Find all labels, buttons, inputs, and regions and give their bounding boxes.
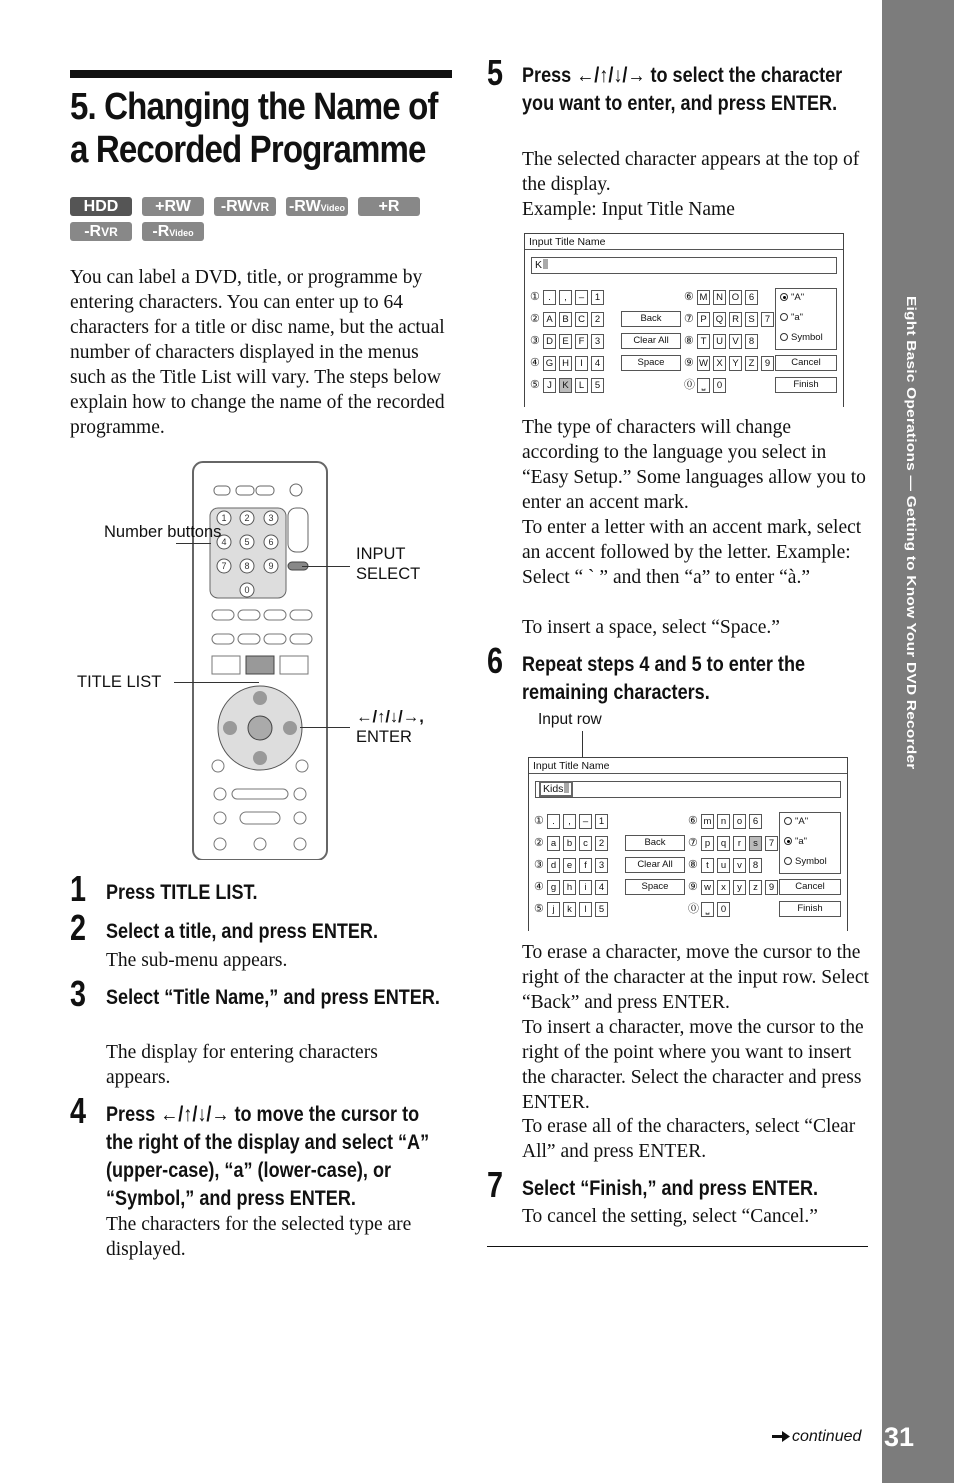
key-S[interactable]: S	[745, 312, 758, 327]
key-L[interactable]: L	[575, 378, 588, 393]
key-A[interactable]: A	[543, 312, 556, 327]
key-m[interactable]: m	[701, 814, 714, 829]
key-i[interactable]: i	[579, 880, 592, 895]
key-l[interactable]: l	[579, 902, 592, 917]
key-v[interactable]: v	[733, 858, 746, 873]
key-4[interactable]: 4	[595, 880, 608, 895]
row-number: ④	[534, 881, 544, 893]
key-K[interactable]: K	[559, 378, 572, 393]
row-number: ⑧	[684, 335, 694, 347]
button-cancel[interactable]: Cancel	[779, 879, 841, 895]
step-6-number: 6	[487, 640, 504, 681]
key-d[interactable]: d	[547, 858, 560, 873]
key-Q[interactable]: Q	[713, 312, 726, 327]
character-type-options	[779, 812, 841, 874]
step-5-body: The selected character appears at the top of the display.	[522, 149, 860, 195]
continued-note	[772, 1428, 861, 1446]
key-j[interactable]: j	[547, 902, 560, 917]
key-9[interactable]: 9	[765, 880, 778, 895]
svg-text:9: 9	[268, 561, 274, 571]
key-Y[interactable]: Y	[729, 356, 742, 371]
key-r[interactable]: r	[733, 836, 746, 851]
row-number: ⑦	[684, 313, 694, 325]
key-z[interactable]: z	[749, 880, 762, 895]
key-1[interactable]: 1	[595, 814, 608, 829]
bottom-rule	[487, 1246, 868, 1247]
arrows-label: ←/↑/↓/→,	[356, 708, 424, 726]
title-list-label: TITLE LIST	[77, 673, 162, 691]
character-type-options	[775, 288, 837, 350]
step-5-note-1: The type of characters will change according to the language you select in “Easy Setup.” Some languages allow you to enter an accent mark.	[522, 417, 866, 513]
key-3[interactable]: 3	[591, 334, 604, 349]
continued-text: continued	[792, 1428, 862, 1445]
radio-icon	[780, 333, 788, 341]
button-cancel[interactable]: Cancel	[775, 355, 837, 371]
key-O[interactable]: O	[729, 290, 742, 305]
key-6[interactable]: 6	[745, 290, 758, 305]
button-clear-all[interactable]: Clear All	[621, 333, 681, 349]
key-N[interactable]: N	[713, 290, 726, 305]
badge-plus-r: +R	[358, 197, 420, 216]
row-number: ③	[534, 859, 544, 871]
button-back[interactable]: Back	[621, 311, 681, 327]
svg-text:1: 1	[221, 513, 227, 523]
option-1[interactable]	[780, 311, 803, 325]
key-⎵[interactable]: ⎵	[701, 902, 714, 917]
key-.[interactable]: .	[547, 814, 560, 829]
svg-text:0: 0	[244, 585, 250, 595]
key-a[interactable]: a	[547, 836, 560, 851]
svg-text:3: 3	[268, 513, 274, 523]
key-c[interactable]: c	[579, 836, 592, 851]
input-row: K	[531, 257, 837, 274]
number-buttons-label: Number buttons	[104, 523, 222, 541]
page-title: 5. Changing the Name of a Recorded Programme	[70, 86, 438, 171]
page-number: 31	[884, 1422, 915, 1452]
key-X[interactable]: X	[713, 356, 726, 371]
row-number: ⑤	[534, 903, 544, 915]
step-5-note-3: To insert a space, select “Space.”	[522, 617, 780, 638]
key-7[interactable]: 7	[765, 836, 778, 851]
key-G[interactable]: G	[543, 356, 556, 371]
key-.[interactable]: .	[543, 290, 556, 305]
leader-line	[302, 566, 350, 567]
input-select-label: INPUT SELECT	[356, 545, 421, 583]
step-5-heading: Press ←/↑/↓/→ to select the character you want to enter, and press ENTER.	[522, 64, 843, 115]
row-number: ⑥	[684, 291, 694, 303]
key-D[interactable]: D	[543, 334, 556, 349]
badge-plus-rw: +RW	[142, 197, 204, 216]
option-2[interactable]	[780, 331, 823, 345]
key-T[interactable]: T	[697, 334, 710, 349]
key-–[interactable]: –	[575, 290, 588, 305]
badge-minus-rw-vr: -RWVR	[214, 197, 276, 216]
key-g[interactable]: g	[547, 880, 560, 895]
step-5-example: Example: Input Title Name	[522, 199, 735, 220]
key-,[interactable]: ,	[559, 290, 572, 305]
option-label: "A"	[791, 292, 805, 303]
row-number: ②	[530, 313, 540, 325]
key-H[interactable]: H	[559, 356, 572, 371]
key-0[interactable]: 0	[717, 902, 730, 917]
step-6-note-1: To erase a character, move the cursor to the right of the character at the input row. Select “Back” and press ENTER.	[522, 942, 869, 1013]
radio-icon	[784, 817, 792, 825]
input-title-screen-lowercase	[528, 757, 848, 931]
step-5-note-2: To enter a letter with an accent mark, select an accent followed by the letter. Example: Select “ ` ” and then “a” to enter “à.”	[522, 517, 862, 588]
key-u[interactable]: u	[717, 858, 730, 873]
option-label: "a"	[795, 836, 808, 847]
badge-minus-rw-video: -RWVideo	[286, 197, 348, 216]
key-h[interactable]: h	[563, 880, 576, 895]
key-9[interactable]: 9	[761, 356, 774, 371]
row-number: ⑨	[688, 881, 698, 893]
step-1-number: 1	[70, 868, 87, 909]
step-4-heading: Press ←/↑/↓/→ to move the cursor to the right of the display and select “A” (upper-case), “a” (lower-case), or “Symbol,” and press ENTER.	[106, 1103, 430, 1210]
key-7[interactable]: 7	[761, 312, 774, 327]
button-clear-all[interactable]: Clear All	[625, 857, 685, 873]
key-P[interactable]: P	[697, 312, 710, 327]
input-title-screen-uppercase	[524, 233, 844, 407]
disc-type-badges	[70, 197, 450, 247]
step-2-number: 2	[70, 907, 87, 948]
row-number: ④	[530, 357, 540, 369]
step-6-note-3: To erase all of the characters, select “Clear All” and press ENTER.	[522, 1116, 856, 1162]
key-,[interactable]: ,	[563, 814, 576, 829]
leader-line	[174, 682, 259, 683]
key-1[interactable]: 1	[591, 290, 604, 305]
key-6[interactable]: 6	[749, 814, 762, 829]
svg-text:8: 8	[244, 561, 250, 571]
key-4[interactable]: 4	[591, 356, 604, 371]
radio-icon	[784, 857, 792, 865]
option-0[interactable]	[780, 291, 804, 305]
input-row: Kids	[535, 781, 841, 798]
key-q[interactable]: q	[717, 836, 730, 851]
key-s[interactable]: s	[749, 836, 762, 851]
step-3-number: 3	[70, 973, 87, 1014]
button-finish[interactable]: Finish	[775, 377, 837, 393]
option-label: Symbol	[791, 332, 823, 343]
key-2[interactable]: 2	[591, 312, 604, 327]
key-8[interactable]: 8	[745, 334, 758, 349]
key-0[interactable]: 0	[713, 378, 726, 393]
svg-text:7: 7	[221, 561, 227, 571]
row-number: ⑨	[684, 357, 694, 369]
remote-control-illustration	[190, 460, 330, 860]
leader-line	[300, 727, 350, 728]
row-number: ⑥	[688, 815, 698, 827]
chapter-sidebar-text: Eight Basic Operations — Getting to Know Your DVD Recorder	[903, 296, 919, 770]
title-rule	[70, 70, 452, 78]
badge-minus-r-vr: -RVR	[70, 222, 132, 241]
badge-hdd: HDD	[70, 197, 132, 216]
key-y[interactable]: y	[733, 880, 746, 895]
row-number: ①	[534, 815, 544, 827]
key-5[interactable]: 5	[591, 378, 604, 393]
key-k[interactable]: k	[563, 902, 576, 917]
row-number: ⑤	[530, 379, 540, 391]
row-number: ⑦	[688, 837, 698, 849]
key-o[interactable]: o	[733, 814, 746, 829]
key-F[interactable]: F	[575, 334, 588, 349]
key-–[interactable]: –	[579, 814, 592, 829]
step-6-note-2: To insert a character, move the cursor to the right of the point where you want to insert the character. Select the character and press ENTER.	[522, 1017, 864, 1113]
key-U[interactable]: U	[713, 334, 726, 349]
row-number: ⓪	[688, 903, 699, 915]
svg-text:5: 5	[244, 537, 250, 547]
step-3-heading: Select “Title Name,” and press ENTER.	[106, 986, 440, 1009]
option-label: Symbol	[795, 856, 827, 867]
row-number: ②	[534, 837, 544, 849]
key-M[interactable]: M	[697, 290, 710, 305]
option-0[interactable]	[784, 815, 808, 829]
radio-icon	[780, 313, 788, 321]
enter-label: ENTER	[356, 728, 412, 746]
key-8[interactable]: 8	[749, 858, 762, 873]
arrow-right-icon	[772, 1431, 788, 1441]
key-w[interactable]: w	[701, 880, 714, 895]
leader-line	[176, 543, 211, 544]
radio-icon	[780, 293, 788, 301]
option-1[interactable]	[784, 835, 807, 849]
input-row-callout: Input row	[538, 711, 602, 728]
key-R[interactable]: R	[729, 312, 742, 327]
row-number: ⑧	[688, 859, 698, 871]
svg-text:4: 4	[221, 537, 227, 547]
badge-minus-r-video: -RVideo	[142, 222, 204, 241]
key-W[interactable]: W	[697, 356, 710, 371]
option-label: "A"	[795, 816, 809, 827]
step-5-number: 5	[487, 52, 504, 93]
row-number: ⓪	[684, 379, 695, 391]
option-label: "a"	[791, 312, 804, 323]
key-2[interactable]: 2	[595, 836, 608, 851]
key-I[interactable]: I	[575, 356, 588, 371]
button-space[interactable]: Space	[625, 879, 685, 895]
key-e[interactable]: e	[563, 858, 576, 873]
step-7-number: 7	[487, 1164, 504, 1205]
step-1-heading: Press TITLE LIST.	[106, 881, 258, 904]
screen-title: Input Title Name	[533, 760, 610, 772]
key-x[interactable]: x	[717, 880, 730, 895]
key-n[interactable]: n	[717, 814, 730, 829]
step-3-body: The display for entering characters appears.	[106, 1042, 378, 1088]
screen-title: Input Title Name	[529, 236, 606, 248]
key-t[interactable]: t	[701, 858, 714, 873]
key-V[interactable]: V	[729, 334, 742, 349]
radio-icon	[784, 837, 792, 845]
button-space[interactable]: Space	[621, 355, 681, 371]
key-B[interactable]: B	[559, 312, 572, 327]
key-Z[interactable]: Z	[745, 356, 758, 371]
step-7-body: To cancel the setting, select “Cancel.”	[522, 1206, 818, 1227]
key-5[interactable]: 5	[595, 902, 608, 917]
key-p[interactable]: p	[701, 836, 714, 851]
option-2[interactable]	[784, 855, 827, 869]
step-4-number: 4	[70, 1090, 87, 1131]
button-back[interactable]: Back	[625, 835, 685, 851]
step-7-heading: Select “Finish,” and press ENTER.	[522, 1177, 819, 1200]
key-E[interactable]: E	[559, 334, 572, 349]
button-finish[interactable]: Finish	[779, 901, 841, 917]
step-2-body: The sub-menu appears.	[106, 950, 288, 971]
key-b[interactable]: b	[563, 836, 576, 851]
row-number: ③	[530, 335, 540, 347]
key-C[interactable]: C	[575, 312, 588, 327]
key-3[interactable]: 3	[595, 858, 608, 873]
step-2-heading: Select a title, and press ENTER.	[106, 920, 379, 943]
step-6-heading: Repeat steps 4 and 5 to enter the remaining characters.	[522, 653, 806, 704]
row-number: ①	[530, 291, 540, 303]
key-⎵[interactable]: ⎵	[697, 378, 710, 393]
svg-text:2: 2	[244, 513, 250, 523]
step-4-body: The characters for the selected type are displayed.	[106, 1214, 412, 1260]
intro-paragraph: You can label a DVD, title, or programme by entering characters. You can enter up to 64 characters for a title or disc name, but the actual number of characters displayed in the menus such as the Title List will vary. The steps below explain how to change the name of the recorded programme.	[70, 267, 445, 438]
key-J[interactable]: J	[543, 378, 556, 393]
svg-text:6: 6	[268, 537, 274, 547]
key-f[interactable]: f	[579, 858, 592, 873]
